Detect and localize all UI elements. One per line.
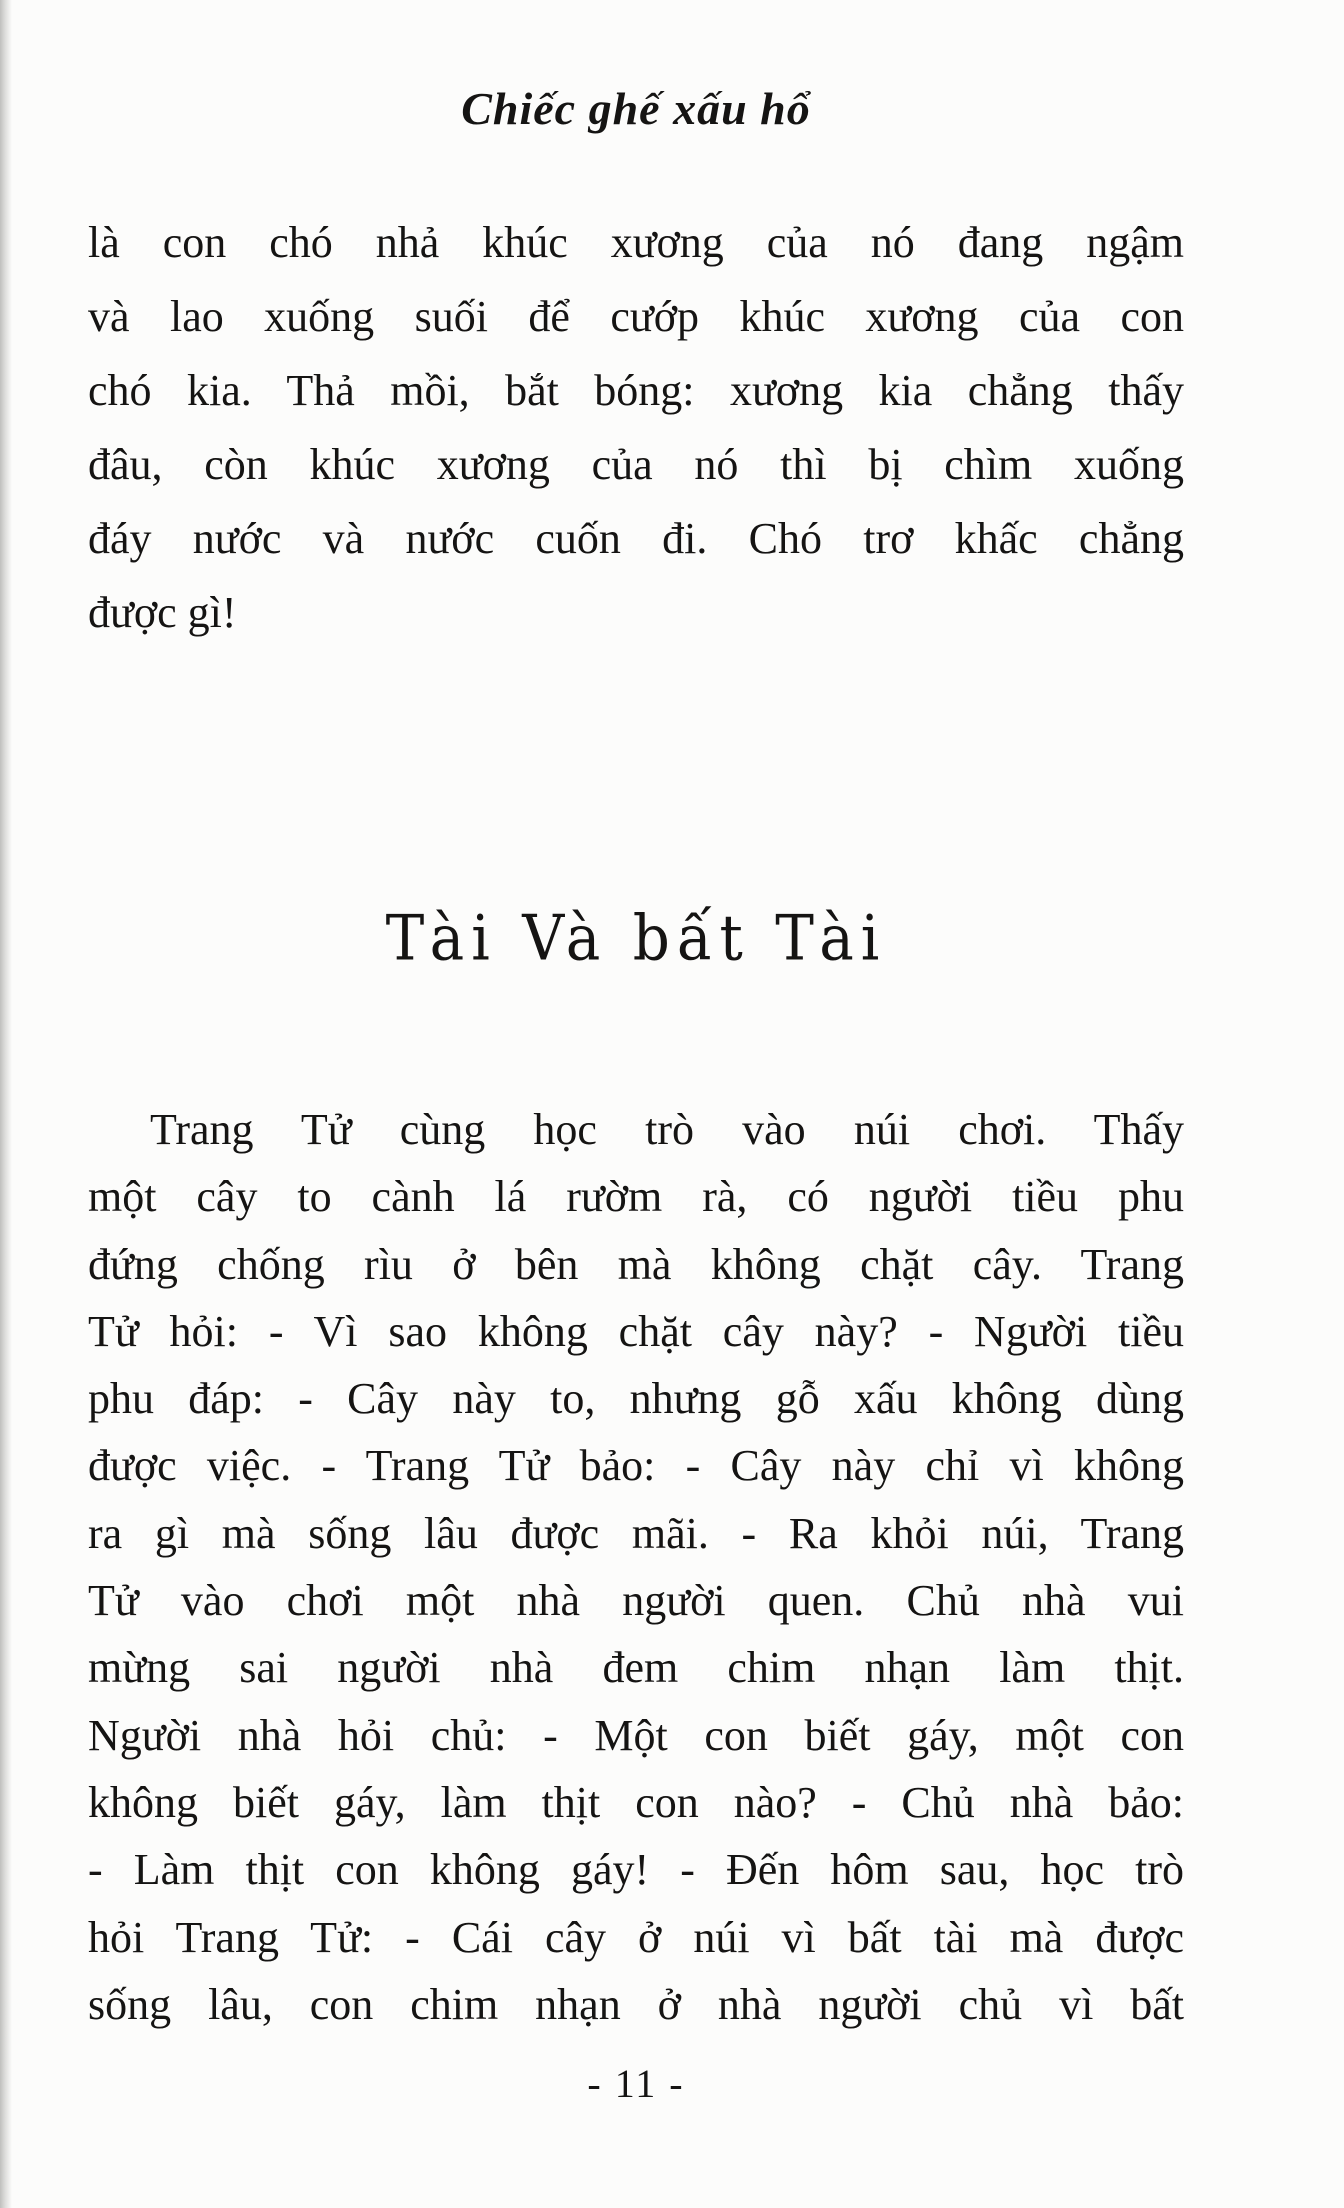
text-line: đáy nước và nước cuốn đi. Chó trơ khấc chẳng xyxy=(88,514,1184,563)
text-line: - Làm thịt con không gáy! - Đến hôm sau, học trò xyxy=(88,1845,1184,1895)
story-end-paragraph xyxy=(88,206,1184,650)
story-body-paragraph xyxy=(88,1096,1184,2038)
text-line: sống lâu, con chim nhạn ở nhà người chủ vì bất xyxy=(88,1979,1184,2029)
text-line: hỏi Trang Tử: - Cái cây ở núi vì bất tài mà được xyxy=(88,1912,1184,1962)
text-line: Người nhà hỏi chủ: - Một con biết gáy, một con xyxy=(88,1710,1184,1760)
text-line: Trang Tử cùng học trò vào núi chơi. Thấy xyxy=(150,1105,1184,1154)
text-line: ra gì mà sống lâu được mãi. - Ra khỏi núi, Trang xyxy=(88,1508,1184,1558)
text-line: được việc. - Trang Tử bảo: - Cây này chỉ vì không xyxy=(88,1441,1184,1491)
scan-gutter-shadow xyxy=(0,0,12,2208)
text-line: chó kia. Thả mồi, bắt bóng: xương kia chẳng thấy xyxy=(88,366,1184,415)
text-line: và lao xuống suối để cướp khúc xương của con xyxy=(88,292,1184,341)
text-line: Tử vào chơi một nhà người quen. Chủ nhà vui xyxy=(88,1576,1184,1626)
text-line: không biết gáy, làm thịt con nào? - Chủ nhà bảo: xyxy=(88,1777,1184,1827)
text-line: đâu, còn khúc xương của nó thì bị chìm xuống xyxy=(88,440,1184,489)
text-line: Tử hỏi: - Vì sao không chặt cây này? - Người tiều xyxy=(88,1306,1184,1356)
story-title: Tài Và bất Tài xyxy=(385,901,887,975)
text-line: mừng sai người nhà đem chim nhạn làm thịt. xyxy=(88,1643,1184,1693)
running-header: Chiếc ghế xấu hổ xyxy=(461,83,811,134)
text-line: đứng chống rìu ở bên mà không chặt cây. Trang xyxy=(88,1239,1184,1289)
text-line: phu đáp: - Cây này to, nhưng gỗ xấu không dùng xyxy=(88,1374,1184,1424)
text-line: là con chó nhả khúc xương của nó đang ngậm xyxy=(88,218,1184,267)
text-line: được gì! xyxy=(88,588,237,637)
text-line: một cây to cành lá rườm rà, có người tiều phu xyxy=(88,1172,1184,1222)
page-number: - 11 - xyxy=(587,2061,685,2106)
